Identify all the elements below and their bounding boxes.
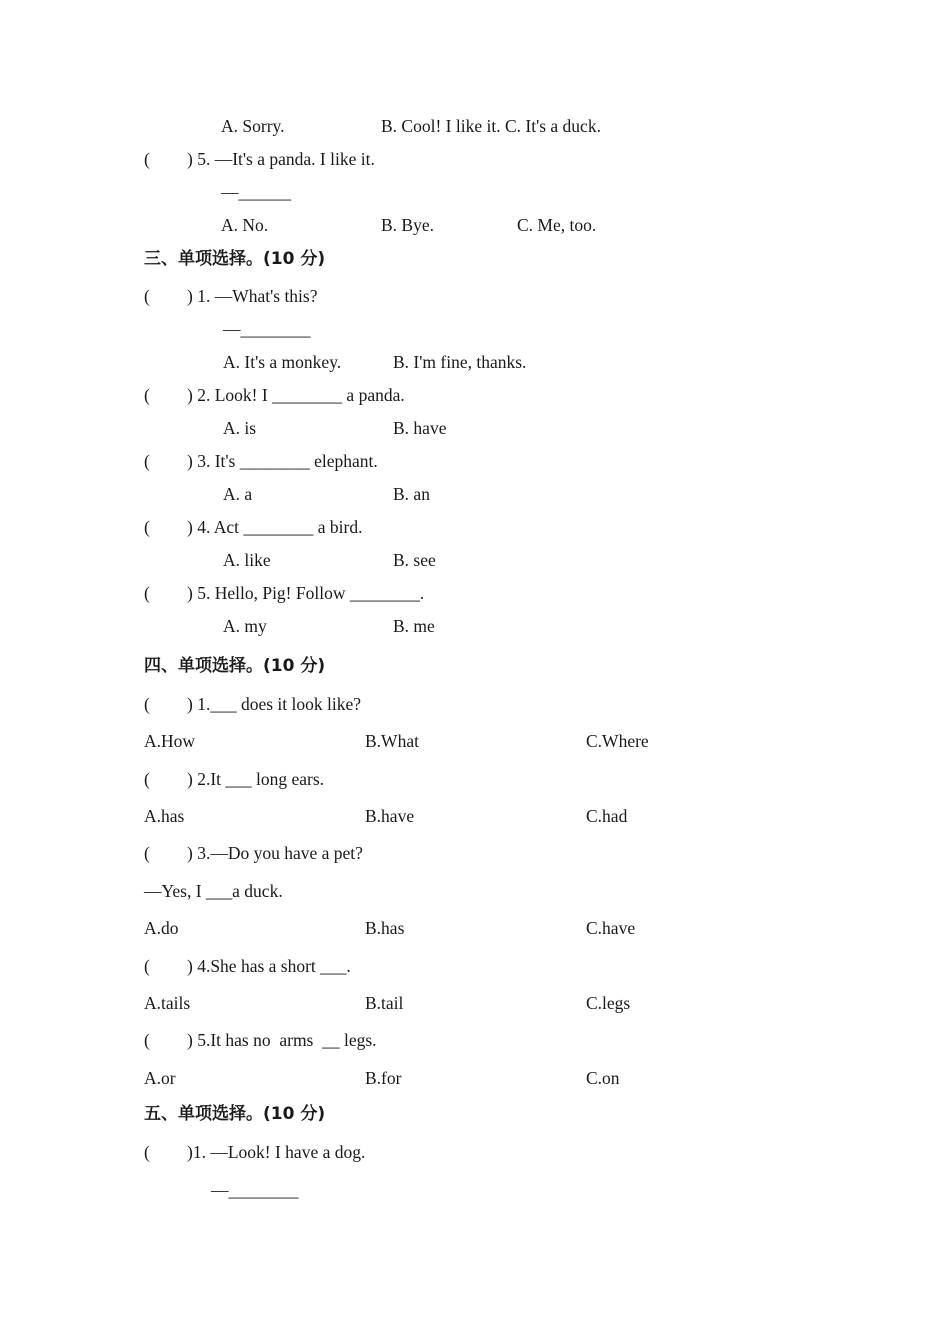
s2-q5-stem: ) 5. —It's a panda. I like it. [187,149,375,169]
s3-q4-paren[interactable]: ( [144,517,150,537]
s3-q1-option-b: B. I'm fine, thanks. [393,352,527,372]
s2-q4-option-b: B. Cool! I like it. C. It's a duck. [381,116,601,136]
s4-q1-paren[interactable]: ( [144,694,150,714]
s3-q5-paren[interactable]: ( [144,583,150,603]
s3-q3-paren[interactable]: ( [144,451,150,471]
s3-q4-stem: ) 4. Act ________ a bird. [187,517,363,537]
s4-q1-option-b: B.What [365,731,419,751]
s2-q5-option-c: C. Me, too. [517,215,597,235]
section-4-heading: 四、单项选择。(10 分) [144,656,326,676]
s4-q5-option-c: C.on [586,1068,620,1088]
s4-q3-option-b: B.has [365,918,405,938]
s5-q1-answer: —________ [211,1180,299,1200]
s3-q3-option-a: A. a [223,484,253,504]
section-3-heading: 三、单项选择。(10 分) [144,249,326,269]
s4-q2-option-b: B.have [365,806,415,826]
s4-q2-paren[interactable]: ( [144,769,150,789]
s3-q3-stem: ) 3. It's ________ elephant. [187,451,378,471]
s4-q1-stem: ) 1.___ does it look like? [187,694,362,714]
s3-q2-stem: ) 2. Look! I ________ a panda. [187,385,405,405]
s4-q4-option-a: A.tails [144,993,191,1013]
s3-q5-option-b: B. me [393,616,435,636]
s3-q3-option-b: B. an [393,484,430,504]
s2-q5-option-a: A. No. [221,215,269,235]
s5-q1-stem: )1. —Look! I have a dog. [187,1142,366,1162]
s4-q2-option-a: A.has [144,806,185,826]
s3-q5-option-a: A. my [223,616,267,636]
s4-q5-option-a: A.or [144,1068,176,1088]
s3-q1-option-a: A. It's a monkey. [223,352,342,372]
s4-q5-paren[interactable]: ( [144,1030,150,1050]
s4-q1-option-a: A.How [144,731,196,751]
s3-q2-option-a: A. is [223,418,257,438]
s4-q3-option-c: C.have [586,918,636,938]
s3-q5-stem: ) 5. Hello, Pig! Follow ________. [187,583,425,603]
s3-q2-paren[interactable]: ( [144,385,150,405]
s4-q2-stem: ) 2.It ___ long ears. [187,769,325,789]
s4-q3-paren[interactable]: ( [144,843,150,863]
s2-q5-paren[interactable]: ( [144,149,150,169]
s3-q1-paren[interactable]: ( [144,286,150,306]
s4-q4-paren[interactable]: ( [144,956,150,976]
s4-q4-stem: ) 4.She has a short ___. [187,956,351,976]
section-5-heading: 五、单项选择。(10 分) [144,1104,326,1124]
s2-q5-option-b: B. Bye. [381,215,434,235]
s4-q5-option-b: B.for [365,1068,402,1088]
s4-q4-option-b: B.tail [365,993,404,1013]
s4-q3-answer: —Yes, I ___a duck. [144,881,283,901]
s3-q1-answer: —________ [223,319,311,339]
s3-q4-option-a: A. like [223,550,271,570]
s2-q5-answer: —______ [221,182,291,202]
s3-q2-option-b: B. have [393,418,447,438]
s4-q2-option-c: C.had [586,806,628,826]
s3-q1-stem: ) 1. —What's this? [187,286,318,306]
s3-q4-option-b: B. see [393,550,436,570]
s4-q3-stem: ) 3.—Do you have a pet? [187,843,363,863]
s4-q3-option-a: A.do [144,918,179,938]
s5-q1-paren[interactable]: ( [144,1142,150,1162]
s4-q4-option-c: C.legs [586,993,631,1013]
s4-q5-stem: ) 5.It has no arms __ legs. [187,1030,377,1050]
s2-q4-option-a: A. Sorry. [221,116,285,136]
s4-q1-option-c: C.Where [586,731,649,751]
